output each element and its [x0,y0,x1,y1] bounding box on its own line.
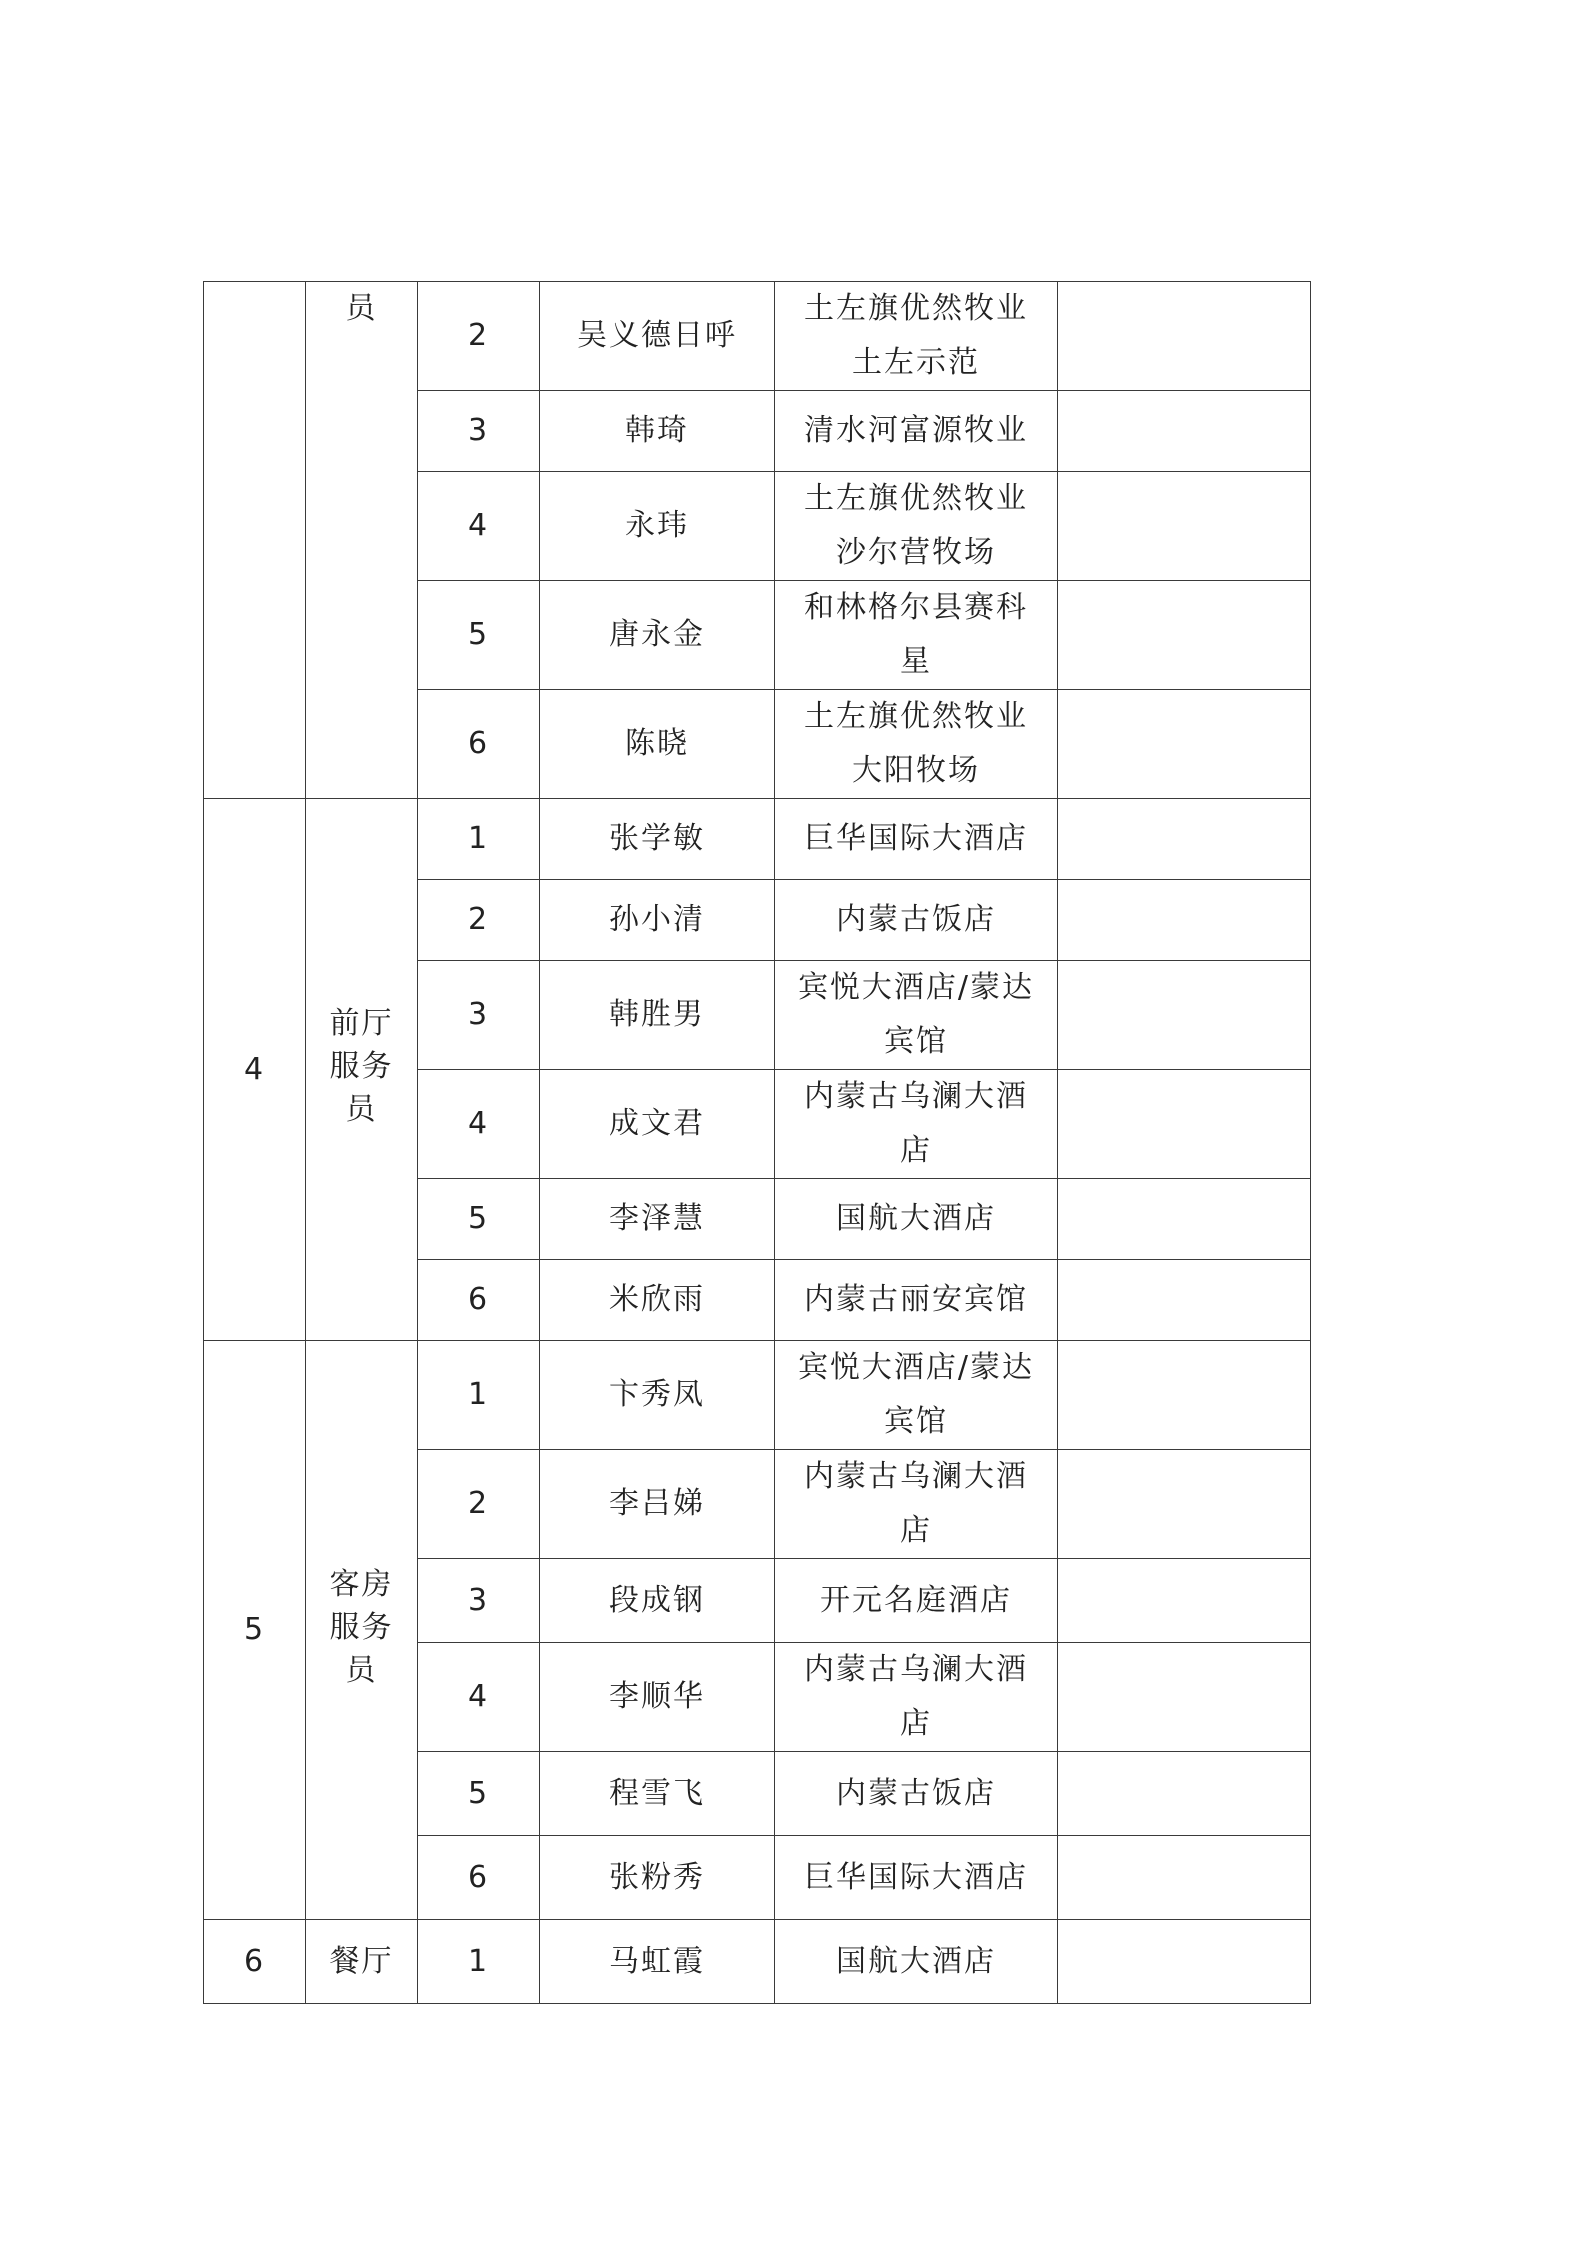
name-cell: 张学敏 [540,799,775,880]
table-row [204,1920,1311,2004]
index-cell: 3 [418,391,540,472]
unit-text: 开元名庭酒店 [820,1582,1012,1618]
unit-cell [775,1179,1058,1260]
unit-text: 巨华国际大酒店 [804,821,1028,856]
unit-cell [775,1450,1058,1559]
job-category-cell [306,282,418,799]
unit-cell [775,799,1058,880]
name-cell: 韩琦 [540,391,775,472]
unit-cell [775,690,1058,799]
unit-text: 内蒙古丽安宾馆 [804,1282,1028,1317]
index-cell: 6 [418,1836,540,1920]
index-cell: 6 [418,690,540,799]
index-cell: 2 [418,282,540,391]
note-cell [1058,1752,1311,1836]
index-cell: 2 [418,1450,540,1559]
index-cell: 1 [418,1341,540,1450]
index-cell: 1 [418,799,540,880]
note-cell [1058,1070,1311,1179]
index-cell: 5 [418,581,540,690]
note-cell [1058,1341,1311,1450]
unit-cell [775,880,1058,961]
note-cell [1058,391,1311,472]
note-cell [1058,1643,1311,1752]
index-cell: 4 [418,1643,540,1752]
unit-cell [775,1559,1058,1643]
unit-cell [775,1643,1058,1752]
unit-cell [775,1260,1058,1341]
unit-cell [775,581,1058,690]
unit-text: 国航大酒店 [836,1943,996,1979]
job-category-label: 前厅服务员 [329,1006,394,1127]
note-cell [1058,1836,1311,1920]
note-cell [1058,799,1311,880]
group-number-cell: 4 [204,799,306,1341]
roster-table [203,281,1311,2004]
name-cell: 永玮 [540,472,775,581]
table-row [204,1341,1311,1450]
job-category-cell [306,799,418,1341]
unit-text: 国航大酒店 [836,1201,996,1236]
name-cell: 陈晓 [540,690,775,799]
index-cell: 4 [418,472,540,581]
note-cell [1058,1450,1311,1559]
note-cell [1058,880,1311,961]
unit-text: 内蒙古饭店 [836,902,996,937]
unit-text: 内蒙古乌澜大酒店 [804,1652,1028,1741]
note-cell [1058,1920,1311,2004]
name-cell: 李顺华 [540,1643,775,1752]
name-cell: 韩胜男 [540,961,775,1070]
note-cell [1058,581,1311,690]
name-cell: 卞秀凤 [540,1341,775,1450]
unit-text: 内蒙古乌澜大酒店 [804,1459,1028,1548]
group-number-cell [204,282,306,799]
note-cell [1058,472,1311,581]
unit-text: 宾悦大酒店/蒙达宾馆 [797,1350,1035,1439]
name-cell: 孙小清 [540,880,775,961]
unit-text: 内蒙古乌澜大酒店 [804,1079,1028,1168]
index-cell: 3 [418,961,540,1070]
note-cell [1058,1260,1311,1341]
note-cell [1058,961,1311,1070]
unit-cell [775,1070,1058,1179]
index-cell: 2 [418,880,540,961]
job-category-label: 客房服务员 [329,1566,394,1688]
unit-cell [775,1341,1058,1450]
index-cell: 6 [418,1260,540,1341]
name-cell: 李吕娣 [540,1450,775,1559]
unit-text: 宾悦大酒店/蒙达宾馆 [797,970,1035,1059]
note-cell [1058,1559,1311,1643]
name-cell: 程雪飞 [540,1752,775,1836]
unit-text: 和林格尔县赛科星 [804,590,1028,679]
unit-text: 土左旗优然牧业大阳牧场 [804,699,1028,788]
name-cell: 唐永金 [540,581,775,690]
unit-cell [775,1836,1058,1920]
unit-text: 内蒙古饭店 [836,1775,996,1811]
group-number-cell: 6 [204,1920,306,2004]
group-number-cell: 5 [204,1341,306,1920]
unit-text: 清水河富源牧业 [804,413,1028,448]
table-row [204,282,1311,391]
unit-text: 巨华国际大酒店 [804,1859,1028,1895]
name-cell: 米欣雨 [540,1260,775,1341]
unit-text: 土左旗优然牧业沙尔营牧场 [804,481,1028,570]
name-cell: 吴义德日呼 [540,282,775,391]
note-cell [1058,282,1311,391]
job-category-label: 餐厅 [329,1943,394,1979]
note-cell [1058,690,1311,799]
index-cell: 1 [418,1920,540,2004]
unit-text: 土左旗优然牧业土左示范 [804,291,1028,380]
index-cell: 3 [418,1559,540,1643]
job-category-cell [306,1920,418,2004]
unit-cell [775,1752,1058,1836]
unit-cell [775,472,1058,581]
unit-cell [775,391,1058,472]
job-category-cell [306,1341,418,1920]
name-cell: 张粉秀 [540,1836,775,1920]
name-cell: 成文君 [540,1070,775,1179]
unit-cell [775,1920,1058,2004]
name-cell: 段成钢 [540,1559,775,1643]
unit-cell [775,282,1058,391]
index-cell: 5 [418,1179,540,1260]
name-cell: 马虹霞 [540,1920,775,2004]
table-row [204,799,1311,880]
name-cell: 李泽慧 [540,1179,775,1260]
index-cell: 5 [418,1752,540,1836]
note-cell [1058,1179,1311,1260]
job-category-label: 员 [345,291,378,326]
index-cell: 4 [418,1070,540,1179]
unit-cell [775,961,1058,1070]
